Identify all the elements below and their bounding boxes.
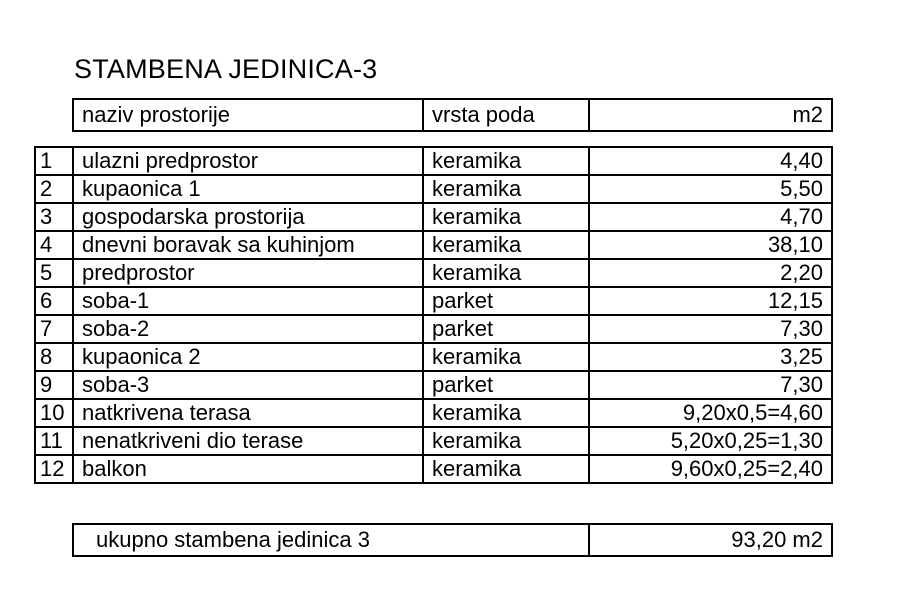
room-area: 2,20: [589, 259, 832, 287]
total-label: ukupno stambena jedinica 3: [73, 524, 589, 556]
column-header-floor: vrsta poda: [423, 99, 589, 131]
row-number: 4: [35, 231, 73, 259]
table-row: [35, 203, 832, 231]
total-table: [72, 523, 833, 557]
room-name: kupaonica 1: [73, 175, 423, 203]
page-title: STAMBENA JEDINICA-3: [74, 54, 378, 84]
row-number: 9: [35, 371, 73, 399]
room-area: 5,50: [589, 175, 832, 203]
table-row: [35, 315, 832, 343]
room-name: balkon: [73, 455, 423, 483]
floor-type: keramika: [423, 203, 589, 231]
floor-type: parket: [423, 287, 589, 315]
room-name: soba-3: [73, 371, 423, 399]
row-number: 7: [35, 315, 73, 343]
table-row: [35, 175, 832, 203]
floor-type: keramika: [423, 427, 589, 455]
room-area: 5,20x0,25=1,30: [589, 427, 832, 455]
rooms-table-body: [35, 147, 832, 483]
rooms-table: [34, 146, 833, 484]
room-name: soba-1: [73, 287, 423, 315]
room-area: 4,70: [589, 203, 832, 231]
room-area: 9,60x0,25=2,40: [589, 455, 832, 483]
floor-type: keramika: [423, 399, 589, 427]
room-name: gospodarska prostorija: [73, 203, 423, 231]
floor-type: keramika: [423, 259, 589, 287]
room-area: 12,15: [589, 287, 832, 315]
room-name: soba-2: [73, 315, 423, 343]
row-number: 10: [35, 399, 73, 427]
total-value: 93,20 m2: [589, 524, 832, 556]
floor-type: keramika: [423, 455, 589, 483]
column-header-name: naziv prostorije: [73, 99, 423, 131]
row-number: 6: [35, 287, 73, 315]
table-row: [35, 427, 832, 455]
floor-type: keramika: [423, 343, 589, 371]
table-row: [35, 399, 832, 427]
table-row: [35, 259, 832, 287]
row-number: 5: [35, 259, 73, 287]
column-header-table: [72, 98, 833, 132]
room-area: 9,20x0,5=4,60: [589, 399, 832, 427]
floor-type: keramika: [423, 147, 589, 175]
room-area: 7,30: [589, 315, 832, 343]
row-number: 3: [35, 203, 73, 231]
row-number: 12: [35, 455, 73, 483]
floor-type: parket: [423, 315, 589, 343]
column-header-row: [73, 99, 832, 131]
table-row: [35, 231, 832, 259]
floor-type: keramika: [423, 175, 589, 203]
room-name: kupaonica 2: [73, 343, 423, 371]
row-number: 1: [35, 147, 73, 175]
room-name: nenatkriveni dio terase: [73, 427, 423, 455]
room-area: 3,25: [589, 343, 832, 371]
table-row: [35, 455, 832, 483]
column-header-area: m2: [589, 99, 832, 131]
floor-type: keramika: [423, 231, 589, 259]
room-area: 38,10: [589, 231, 832, 259]
table-row: [35, 147, 832, 175]
room-area: 4,40: [589, 147, 832, 175]
table-row: [35, 343, 832, 371]
room-area: 7,30: [589, 371, 832, 399]
room-name: ulazni predprostor: [73, 147, 423, 175]
table-row: [35, 371, 832, 399]
room-name: natkrivena terasa: [73, 399, 423, 427]
floor-type: parket: [423, 371, 589, 399]
row-number: 11: [35, 427, 73, 455]
room-name: dnevni boravak sa kuhinjom: [73, 231, 423, 259]
row-number: 8: [35, 343, 73, 371]
table-row: [35, 287, 832, 315]
row-number: 2: [35, 175, 73, 203]
room-name: predprostor: [73, 259, 423, 287]
total-row: [73, 524, 832, 556]
